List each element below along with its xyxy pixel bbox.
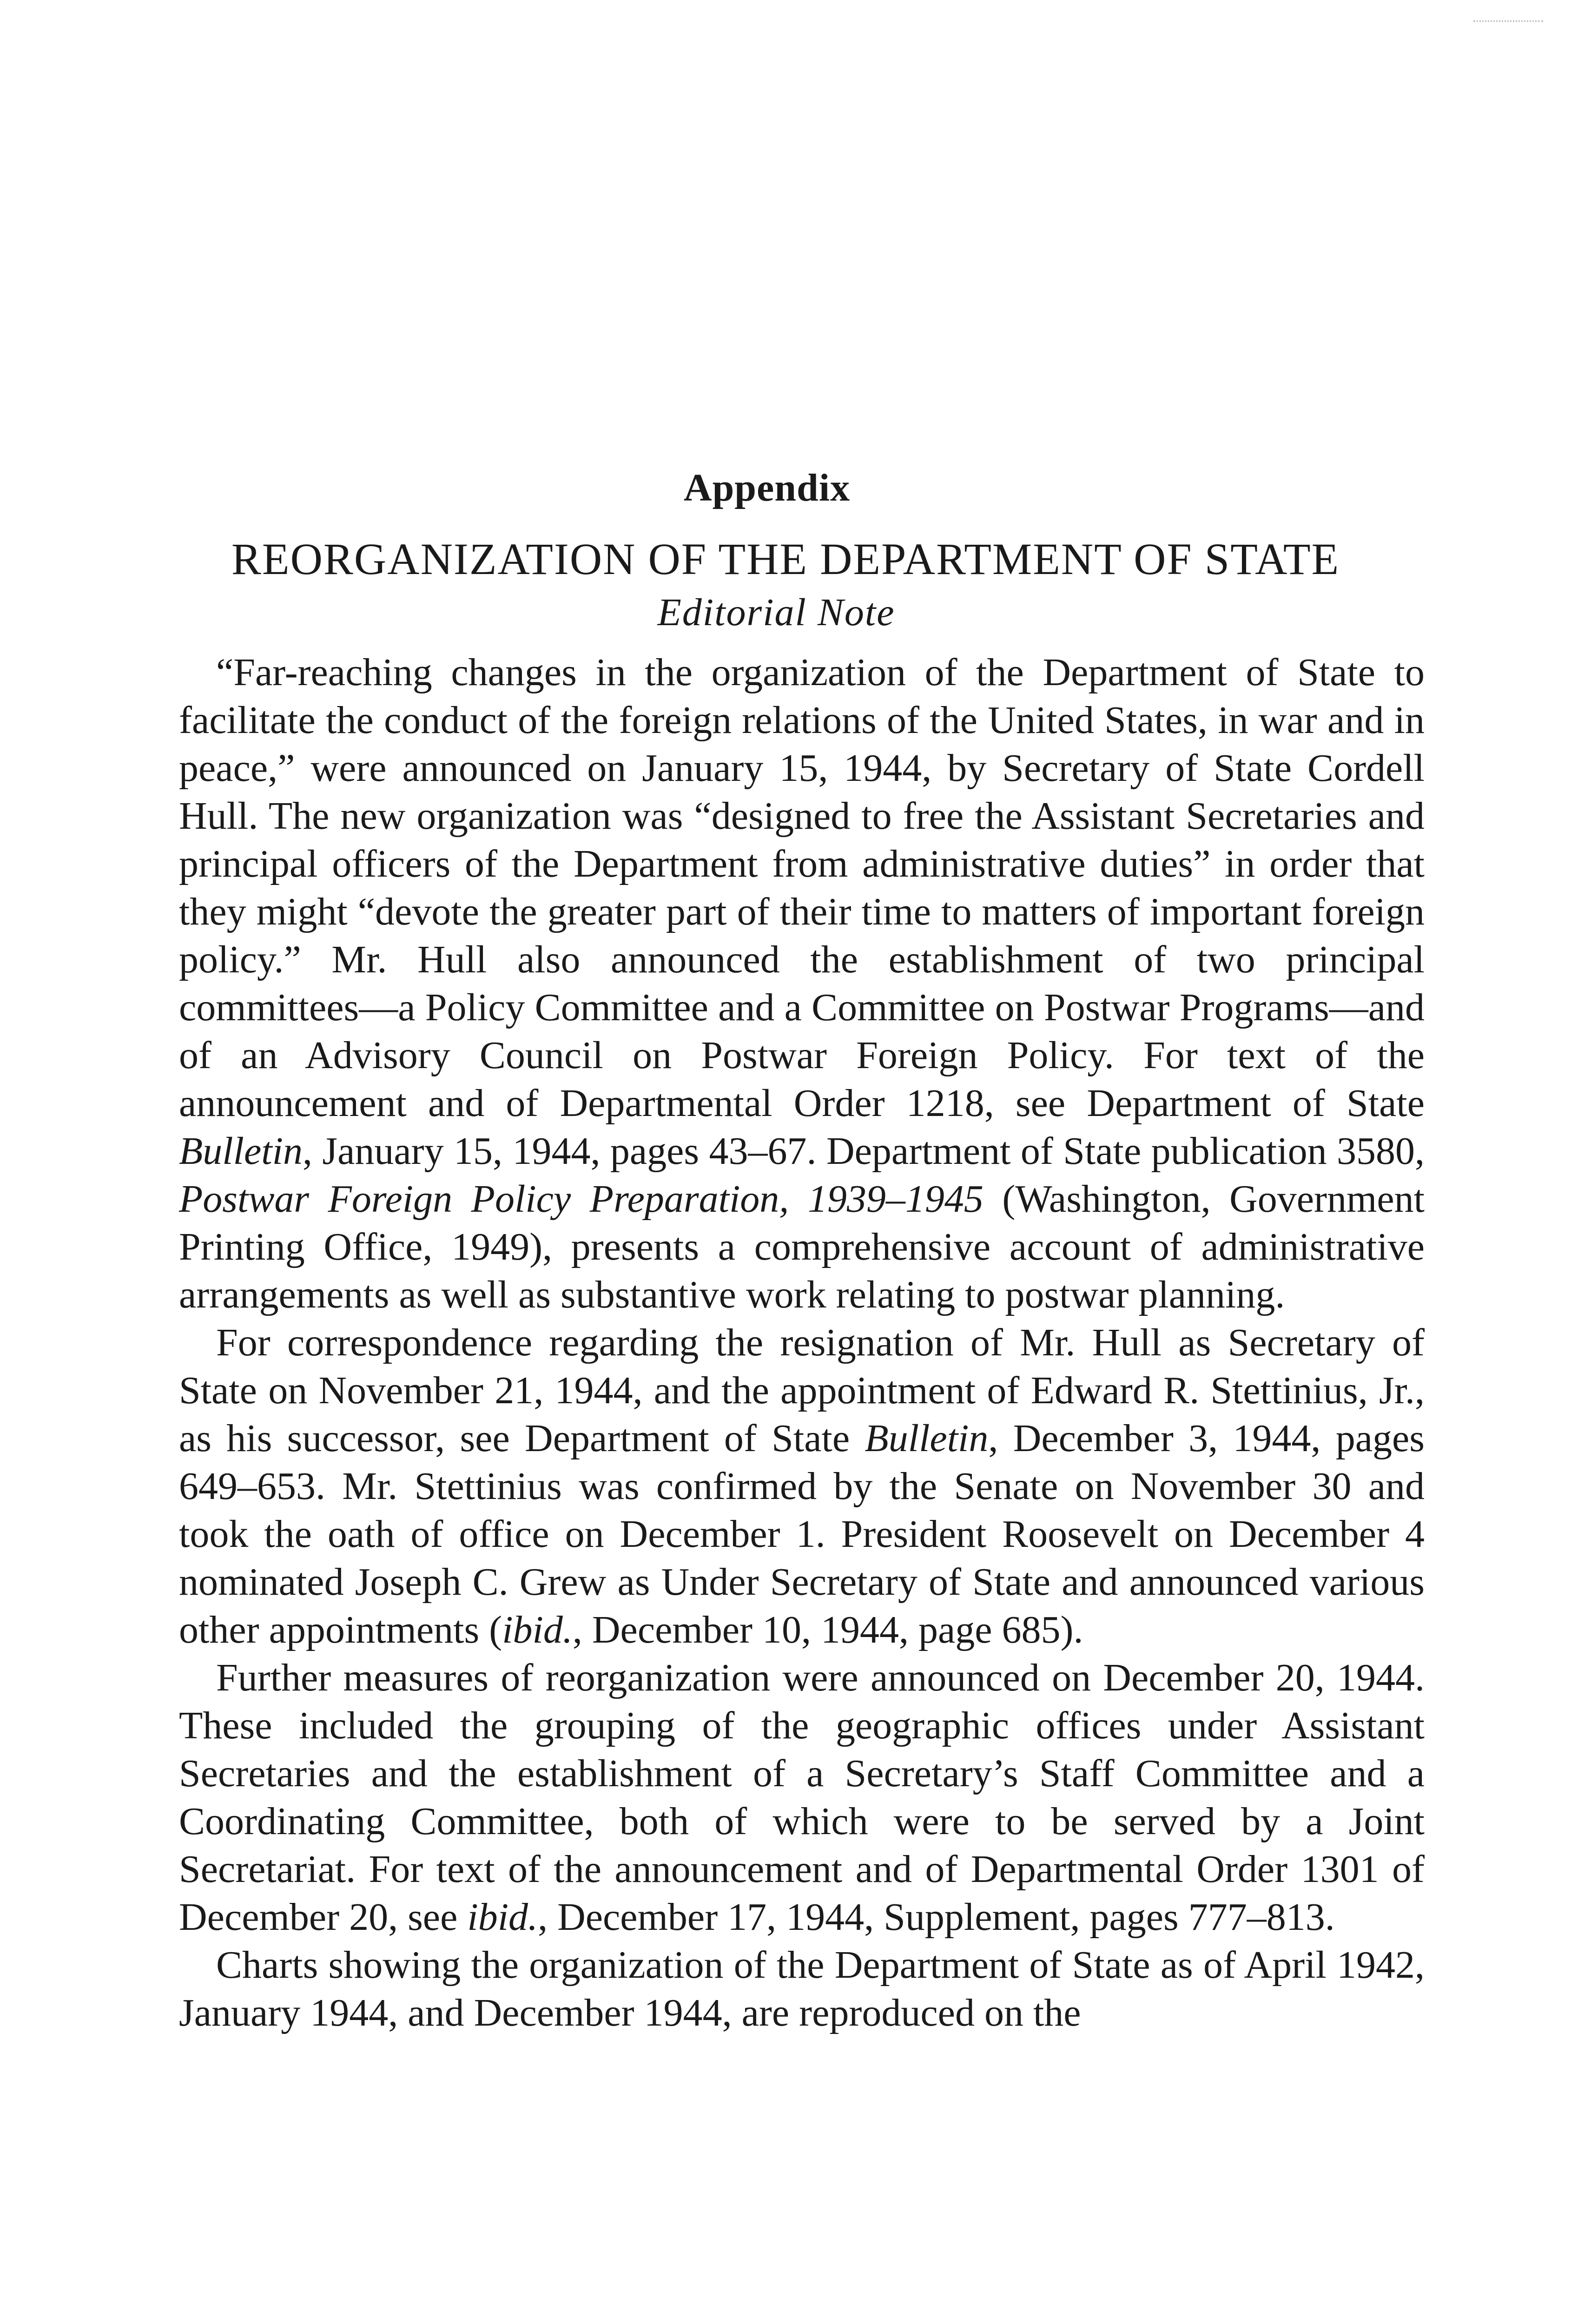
italic-text-run: Bulletin xyxy=(179,1129,303,1173)
appendix-heading: Appendix xyxy=(683,466,851,509)
paragraph xyxy=(179,1941,1425,2037)
text-run: Further measures of reorganization were announced on December 20, 1944. These included the grouping of the geographic offices under Assistant Secretaries and the establishment of a Secretary’s Staff Committee and a Coordinating Committee, both of which were to be served by a Joint Secretariat. For text of the announcement and of Departmental Order 1301 of December 20, see xyxy=(179,1656,1425,1939)
italic-text-run: Postwar Foreign Policy Preparation, 1939–1945 xyxy=(179,1177,984,1221)
paragraph xyxy=(179,1654,1425,1941)
text-run: For correspondence regarding the resignation of Mr. Hull as Secretary of State on November 21, 1944, and the appointment of Edward R. Stettinius, Jr., as his successor, see Department of State xyxy=(179,1321,1425,1460)
text-run: (Washington, Government Printing Office, 1949), presents a comprehensive account of administrative arrangements as well as substantive work relating to postwar planning. xyxy=(179,1177,1425,1316)
editorial-note-subtitle: Editorial Note xyxy=(657,591,895,634)
scan-artifact xyxy=(1473,20,1543,24)
paragraph xyxy=(179,1319,1425,1654)
text-run: , January 15, 1944, pages 43–67. Department of State publication 3580, xyxy=(302,1129,1425,1173)
body-text xyxy=(179,648,1425,2037)
text-run: , December 10, 1944, page 685). xyxy=(572,1608,1083,1651)
italic-text-run: ibid. xyxy=(502,1608,573,1651)
section-title: REORGANIZATION OF THE DEPARTMENT OF STATE xyxy=(231,534,1340,584)
text-run: “Far-reaching changes in the organization of the Department of State to facilitate the conduct of the foreign relations of the United States, in war and in peace,” were announced on January 15, 1944, by Secretary of State Cordell Hull. The new organization was “designed to free the Assistant Secretaries and principal officers of the Department from administrative duties” in order that they might “devote the greater part of their time to matters of important foreign policy.” Mr. Hull also announced the establishment of two principal committees—a Policy Committee and a Committee on Postwar Programs—and of an Advisory Council on Postwar Foreign Policy. For text of the announcement and of Departmental Order 1218, see Department of State xyxy=(179,651,1425,1125)
text-run: Charts showing the organization of the Department of State as of April 1942, January 1944, and December 1944, are reproduced on the xyxy=(179,1943,1425,2034)
text-run: , December 3, 1944, pages 649–653. Mr. Stettinius was confirmed by the Senate on November 30 and took the oath of office on December 1. President Roosevelt on December 4 nominated Joseph C. Grew as Under Secretary of State and announced various other appointments ( xyxy=(179,1417,1425,1651)
paragraph xyxy=(179,648,1425,1319)
italic-text-run: ibid. xyxy=(467,1895,538,1939)
text-run: , December 17, 1944, Supplement, pages 777–813. xyxy=(538,1895,1335,1939)
italic-text-run: Bulletin xyxy=(865,1417,989,1460)
